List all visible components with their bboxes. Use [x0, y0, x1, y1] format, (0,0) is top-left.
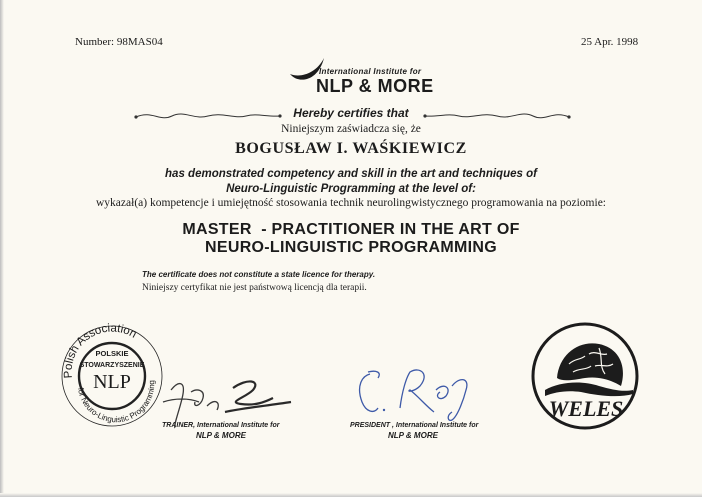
disclaimer-polish: Niniejszy certyfikat nie jest państwową licencją dla terapii. [142, 283, 367, 293]
weles-seal-name: WELES [548, 396, 624, 421]
certificate-number: Number: 98MAS04 [75, 36, 163, 48]
seal-arc-bottom-text: for Neuro-Linguistic Programming [75, 379, 157, 425]
seal-line-polskie: POLSKIE [95, 349, 129, 358]
certifies-heading-polish: Niniejszym zaświadcza się, że [281, 123, 421, 135]
certificate-date: 25 Apr. 1998 [581, 36, 639, 48]
logo-name: NLP & MORE [316, 76, 434, 96]
seal-arc-top-text: Polish Association [62, 322, 139, 379]
polish-association-seal [56, 318, 166, 430]
disclaimer-english: The certificate does not constitute a state licence for therapy. [142, 270, 376, 279]
president-caption-line1: PRESIDENT , International Institute for [350, 422, 479, 429]
paper-bottom-edge [0, 493, 702, 497]
seal-line-stowarzyszenie: STOWARZYSZENIE [79, 362, 145, 369]
logo-tagline: International Institute for [319, 67, 422, 76]
level-title-line1: MASTER - PRACTITIONER IN THE ART OF [182, 221, 520, 238]
trainer-caption-line1: TRAINER, International Institute for [162, 422, 280, 429]
seal-line-nlp: NLP [93, 371, 131, 393]
president-signature [348, 362, 488, 428]
institute-logo [272, 50, 452, 98]
trainer-caption-line2: NLP & MORE [196, 431, 246, 440]
weles-seal [529, 320, 641, 432]
level-title-line2: NEURO-LINGUISTIC PROGRAMMING [205, 239, 497, 256]
president-caption-line2: NLP & MORE [388, 431, 438, 440]
competency-text-line2: Neuro-Linguistic Programming at the level of: [226, 183, 476, 195]
competency-text-line1: has demonstrated competency and skill in the art and techniques of [165, 168, 537, 180]
certifies-heading: Hereby certifies that [293, 106, 409, 120]
recipient-name: BOGUSŁAW I. WAŚKIEWICZ [235, 140, 467, 157]
competency-text-polish: wykazał(a) kompetencje i umiejętność stosowania technik neurolingwistycznego programowania na poziomie: [96, 197, 606, 209]
